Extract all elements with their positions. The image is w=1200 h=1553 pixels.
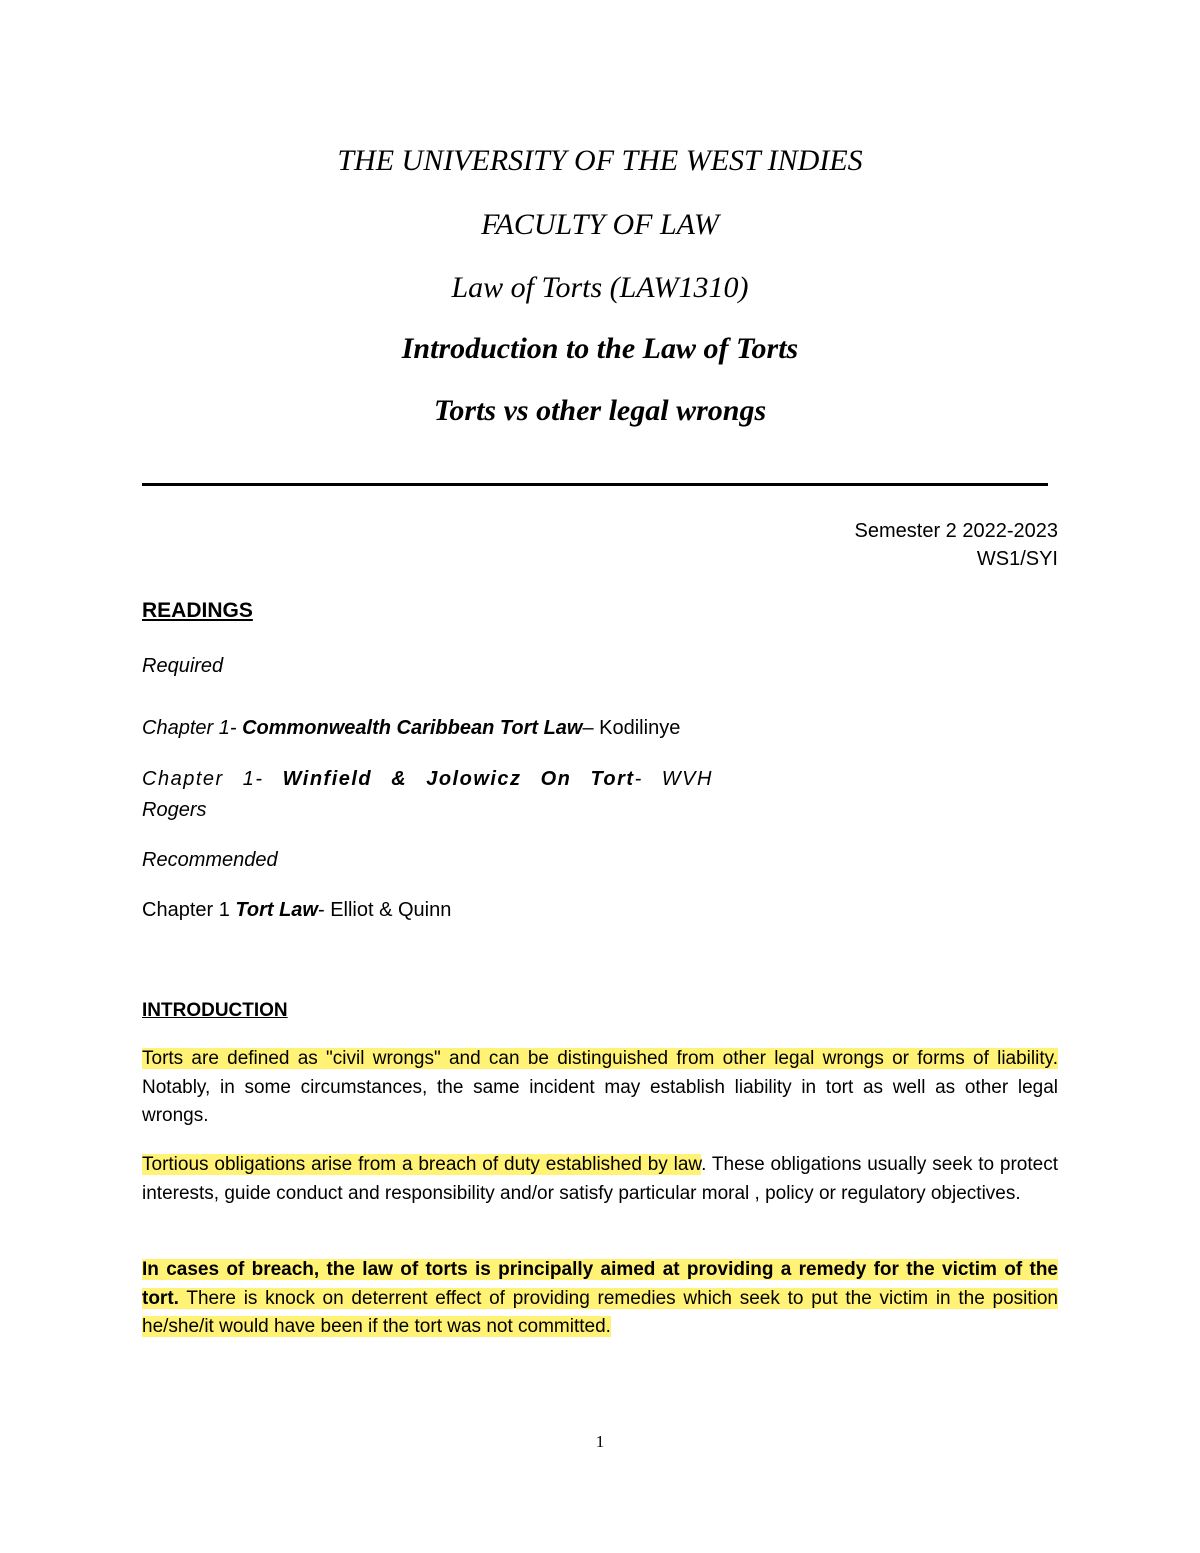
page-number: 1 xyxy=(595,1432,605,1451)
recommended-label: Recommended xyxy=(142,849,278,871)
reading-3-author: - Elliot & Quinn xyxy=(317,899,452,921)
intro-paragraph-1 xyxy=(142,1045,1058,1131)
course-code: WS1/SYI xyxy=(976,548,1058,570)
reading-item-2 xyxy=(142,765,713,793)
intro-p2-highlight: Tortious obligations arise from a breach of duty established by law xyxy=(142,1154,702,1175)
subtopic-title: Torts vs other legal wrongs xyxy=(433,394,767,427)
reading-1-author: – Kodilinye xyxy=(582,717,681,739)
reading-1-title: Commonwealth Caribbean Tort Law xyxy=(242,717,583,739)
introduction-heading: INTRODUCTION xyxy=(142,1000,288,1021)
horizontal-rule xyxy=(142,483,1048,486)
university-title: THE UNIVERSITY OF THE WEST INDIES xyxy=(337,144,863,177)
intro-paragraph-2 xyxy=(142,1151,1058,1208)
required-label: Required xyxy=(142,655,224,677)
reading-3-title: Tort Law xyxy=(235,899,318,921)
intro-p2-text: . These obligations usually seek to protect interests, guide conduct and responsibility and/or satisfy particular moral , policy or regulatory objectives. xyxy=(142,1154,1058,1204)
reading-2-author-line2: Rogers xyxy=(142,799,207,821)
intro-p1-text: Notably, in some circumstances, the same incident may establish liability in tort as well as other legal wrongs. xyxy=(142,1076,1058,1126)
reading-2-author-line1: - WVH xyxy=(634,768,713,790)
reading-3-prefix: Chapter 1 xyxy=(142,899,236,921)
readings-heading: READINGS xyxy=(142,599,253,622)
topic-title: Introduction to the Law of Torts xyxy=(401,332,799,365)
faculty-title: FACULTY OF LAW xyxy=(481,208,719,241)
reading-2-prefix: Chapter 1- xyxy=(142,768,283,790)
intro-p3-highlight: There is knock on deterrent effect of providing remedies which seek to put the victim in the position he/she/it would have been if the tort was not committed. xyxy=(142,1287,1058,1337)
intro-p1-highlight: Torts are defined as "civil wrongs" and can be distinguished from other legal wrongs or forms of liability. xyxy=(142,1048,1058,1069)
semester-label: Semester 2 2022-2023 xyxy=(854,520,1058,542)
reading-item-1 xyxy=(142,714,680,742)
course-title: Law of Torts (LAW1310) xyxy=(451,271,749,304)
reading-2-title: Winfield & Jolowicz On Tort xyxy=(282,768,635,790)
reading-item-3 xyxy=(142,896,451,924)
intro-paragraph-3 xyxy=(142,1256,1058,1342)
intro-p3-highlight-bold: In cases of breach, the law of torts is principally aimed at providing a remedy for the victim of the tort. xyxy=(142,1259,1058,1309)
reading-1-prefix: Chapter 1- xyxy=(142,717,243,739)
